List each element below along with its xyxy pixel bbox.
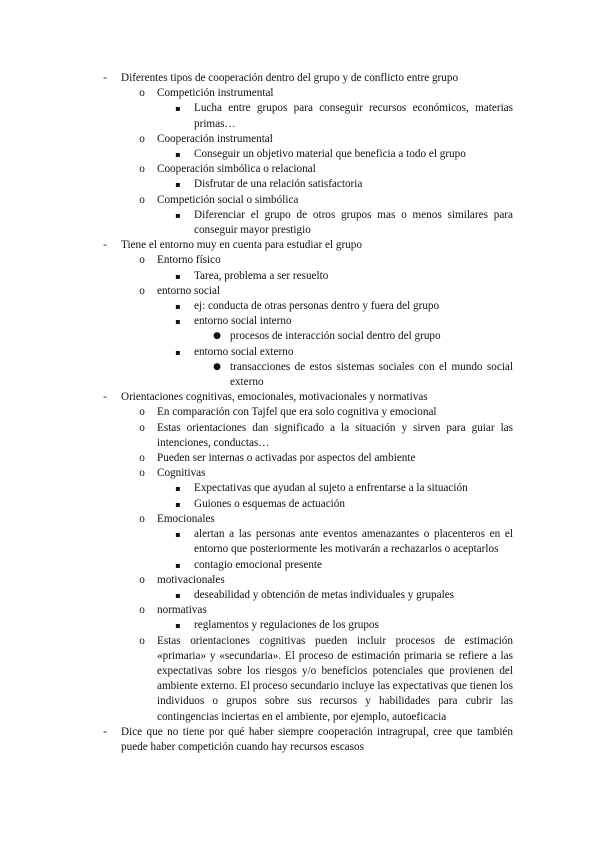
circle-bullet-icon: o <box>139 87 145 100</box>
circle-bullet-icon: o <box>139 573 145 586</box>
list-item <box>0 512 600 527</box>
list-item <box>0 208 600 238</box>
list-item-text: Guiones o esquemas de actuación <box>194 497 345 510</box>
list-item-text: Estas orientaciones cognitivas pueden incluir procesos de estimación «primaria» y «secundaria». El proceso de estimación primaria se refiere a las expectativas sobre los riesgos y/o beneficios potenciales que provienen del ambiente externo. El proceso secundario incluye las expectativas que tienen los individuos o grupos sobre sus recursos y habilidades para cubrir las contingencias inciertas en el ambiente, por ejemplo, autoeficacia <box>157 634 513 723</box>
list-item-text: En comparación con Tajfel que era solo cognitiva y emocional <box>157 406 437 419</box>
list-item-text: ej: conducta de otras personas dentro y fuera del grupo <box>194 300 440 313</box>
list-item <box>0 193 600 208</box>
list-item <box>0 360 600 390</box>
list-item-text: Cognitivas <box>157 467 206 480</box>
list-item <box>0 558 600 573</box>
list-item <box>0 390 600 405</box>
circle-bullet-icon: o <box>139 512 145 525</box>
list-item-text: entorno social <box>157 284 221 297</box>
circle-bullet-icon: o <box>139 604 145 617</box>
list-item-text: procesos de interacción social dentro del grupo <box>230 330 441 343</box>
dash-marker: - <box>103 391 107 404</box>
list-item <box>0 725 600 755</box>
list-item <box>0 162 600 177</box>
list-item <box>0 618 600 633</box>
list-item-text: Competición social o simbólica <box>157 193 299 206</box>
circle-bullet-icon: o <box>139 254 145 267</box>
list-item-text: entorno social interno <box>194 315 292 328</box>
list-item-text: contagio emocional presente <box>194 558 322 571</box>
square-bullet-icon: ▪ <box>175 560 181 570</box>
circle-bullet-icon: o <box>139 467 145 480</box>
list-item-text: Diferenciar el grupo de otros grupos mas o menos similares para conseguir mayor prestigio <box>194 208 513 237</box>
list-item-text: Pueden ser internas o activadas por aspectos del ambiente <box>157 452 416 465</box>
list-item <box>0 481 600 496</box>
square-bullet-icon: ▪ <box>175 347 181 357</box>
dot-bullet-icon: ● <box>213 361 221 372</box>
list-item <box>0 147 600 162</box>
list-item <box>0 527 600 557</box>
circle-bullet-icon: o <box>139 406 145 419</box>
list-item-text: Diferentes tipos de cooperación dentro del grupo y de conflicto entre grupo <box>121 72 459 84</box>
square-bullet-icon: ▪ <box>175 484 181 494</box>
list-item <box>0 345 600 360</box>
list-item <box>0 132 600 147</box>
list-item-text: Expectativas que ayudan al sujeto a enfrentarse a la situación <box>194 482 468 495</box>
list-item-text: Cooperación instrumental <box>157 132 273 145</box>
list-item <box>0 634 600 725</box>
list-item <box>0 466 600 481</box>
circle-bullet-icon: o <box>139 132 145 145</box>
list-item <box>0 329 600 344</box>
list-item-text: Dice que no tiene por qué haber siempre cooperación intragrupal, cree que también puede haber competición cuando hay recursos escasos <box>121 725 513 753</box>
list-item-text: Orientaciones cognitivas, emocionales, motivacionales y normativas <box>121 391 428 404</box>
list-item <box>0 314 600 329</box>
list-item-text: reglamentos y regulaciones de los grupos <box>194 619 379 632</box>
list-item-text: Entorno físico <box>157 254 221 267</box>
circle-bullet-icon: o <box>139 193 145 206</box>
list-item-text: Conseguir un objetivo material que beneficia a todo el grupo <box>194 148 466 161</box>
list-item-text: Disfrutar de una relación satisfactoria <box>194 178 363 191</box>
list-item <box>0 451 600 466</box>
square-bullet-icon: ▪ <box>175 530 181 540</box>
list-item-text: Estas orientaciones dan significado a la situación y sirven para guiar las intenciones, conductas… <box>157 421 513 449</box>
square-bullet-icon: ▪ <box>175 317 181 327</box>
list-item-text: Cooperación simbólica o relacional <box>157 163 316 176</box>
circle-bullet-icon: o <box>139 163 145 176</box>
list-item-text: motivacionales <box>157 573 225 586</box>
circle-bullet-icon: o <box>139 284 145 297</box>
dash-marker: - <box>103 239 107 252</box>
square-bullet-icon: ▪ <box>175 104 181 114</box>
list-item <box>0 238 600 253</box>
square-bullet-icon: ▪ <box>175 271 181 281</box>
circle-bullet-icon: o <box>139 452 145 465</box>
list-item <box>0 497 600 512</box>
list-item <box>0 284 600 299</box>
list-item-text: Tiene el entorno muy en cuenta para estudiar el grupo <box>121 239 362 252</box>
square-bullet-icon: ▪ <box>175 302 181 312</box>
square-bullet-icon: ▪ <box>175 180 181 190</box>
bullet-outline <box>0 71 600 755</box>
list-item <box>0 253 600 268</box>
list-item <box>0 71 600 86</box>
square-bullet-icon: ▪ <box>175 150 181 160</box>
square-bullet-icon: ▪ <box>175 499 181 509</box>
circle-bullet-icon: o <box>139 421 145 434</box>
list-item-text: deseabilidad y obtención de metas individuales y grupales <box>194 588 455 601</box>
dot-bullet-icon: ● <box>213 331 221 342</box>
list-item-text: Competición instrumental <box>157 87 274 100</box>
dash-marker: - <box>103 725 107 738</box>
list-item-text: alertan a las personas ante eventos amenazantes o placenteros en el entorno que posteriormente les motivarán a rechazarlos o aceptarlos <box>194 528 513 556</box>
list-item <box>0 603 600 618</box>
list-item-text: entorno social externo <box>194 345 294 358</box>
list-item-text: Emocionales <box>157 512 215 525</box>
circle-bullet-icon: o <box>139 634 145 647</box>
list-item <box>0 588 600 603</box>
dash-marker: - <box>103 72 107 84</box>
list-item <box>0 101 600 131</box>
square-bullet-icon: ▪ <box>175 621 181 631</box>
square-bullet-icon: ▪ <box>175 590 181 600</box>
list-item <box>0 573 600 588</box>
square-bullet-icon: ▪ <box>175 210 181 220</box>
list-item-text: normativas <box>157 604 207 617</box>
list-item <box>0 405 600 420</box>
list-item-text: Lucha entre grupos para conseguir recursos económicos, materias primas… <box>194 102 513 130</box>
list-item <box>0 177 600 192</box>
list-item <box>0 86 600 101</box>
list-item-text: transacciones de estos sistemas sociales con el mundo social externo <box>230 360 513 389</box>
list-item <box>0 421 600 451</box>
list-item <box>0 269 600 284</box>
list-item-text: Tarea, problema a ser resuelto <box>194 269 329 282</box>
list-item <box>0 299 600 314</box>
